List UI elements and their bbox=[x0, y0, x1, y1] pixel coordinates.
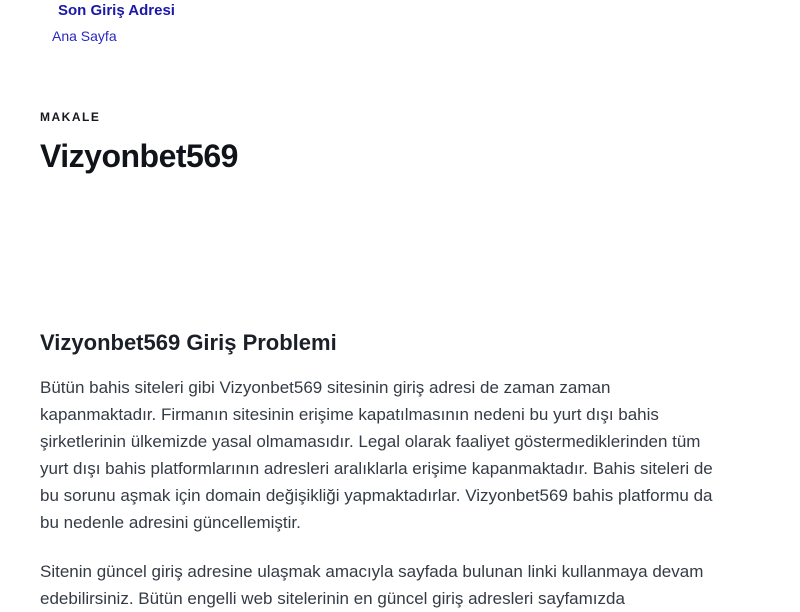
nav-link-ana-sayfa[interactable]: Ana Sayfa bbox=[52, 28, 117, 44]
article-paragraph: Sitenin güncel giriş adresine ulaşmak amacıyla sayfada bulunan linki kullanmaya devam edebilirsiniz. Bütün engelli web sitelerinin en güncel giriş adresleri sayfamızda bbox=[40, 562, 704, 608]
article-paragraph: Bütün bahis siteleri gibi Vizyonbet569 sitesinin giriş adresi de zaman zaman kapanmaktadır. Firmanın sitesinin erişime kapatılmasının nedeni bu yurt dışı bahis şirketlerinin ülkemizde yasal olmamasıdır. Legal olarak faaliyet göstermediklerinden tüm yurt dışı bahis platformlarının adresleri aralıklarla erişime kapanmaktadır. Bahis siteleri de bu sorunu aşmak için domain değişikliği yapmaktadırlar. Vizyonbet569 bahis platformu da bu nedenle adresini güncellemiştir. bbox=[40, 378, 713, 532]
top-navigation bbox=[0, 0, 800, 44]
page-title: Vizyonbet569 bbox=[40, 138, 238, 174]
category-label: MAKALE bbox=[40, 110, 101, 124]
nav-link-son-giris-adresi[interactable]: Son Giriş Adresi bbox=[58, 2, 175, 19]
section-heading: Vizyonbet569 Giriş Problemi bbox=[40, 330, 337, 355]
article-content bbox=[0, 110, 720, 612]
